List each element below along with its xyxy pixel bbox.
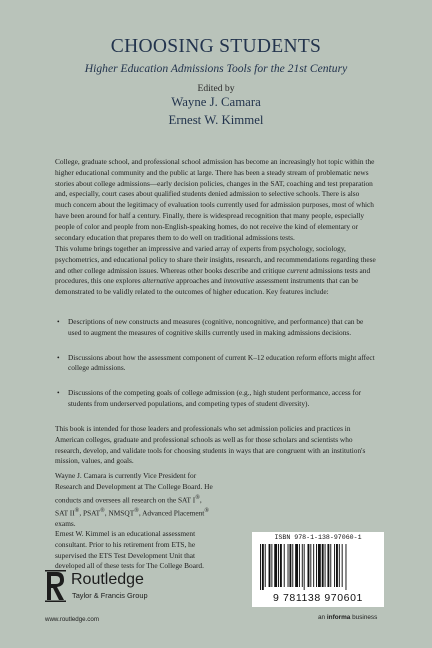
barcode-bar	[295, 544, 298, 587]
registered-mark: ®	[74, 507, 80, 514]
text-run: an	[318, 614, 327, 621]
blurb-paragraph-text	[55, 244, 377, 298]
barcode-bars	[258, 544, 378, 590]
book-title: CHOOSING STUDENTS	[110, 36, 322, 57]
emphasis-alternative: alternative	[142, 276, 175, 286]
barcode-bar	[304, 544, 305, 590]
registered-mark: ®	[204, 507, 209, 514]
isbn-barcode	[252, 532, 384, 607]
blurb-paragraph	[55, 157, 377, 243]
barcode-bar	[318, 544, 321, 587]
publisher-logo	[45, 570, 205, 610]
barcode-bar	[289, 544, 291, 587]
barcode-bar	[308, 544, 310, 587]
informa-brand: informa	[326, 614, 351, 621]
barcode-bar	[299, 544, 300, 587]
barcode-bar	[271, 544, 272, 587]
edited-by-label: Edited by	[197, 83, 235, 94]
barcode-bar	[265, 544, 266, 587]
barcode-bar	[278, 544, 279, 587]
blurb-paragraph	[55, 244, 377, 298]
informa-tagline	[318, 614, 377, 621]
text-run: SAT II	[55, 508, 75, 518]
barcode-bar	[284, 544, 285, 587]
list-item-text: Descriptions of new constructs and measures (cognitive, noncognitive, and performance) that can be used to augment the measures of cognitive skills currently used in making admissions decisions.	[68, 317, 364, 337]
barcode-bar	[292, 544, 293, 587]
blurb-paragraph-text: College, graduate school, and professional school admission has become an increasingly hot topic within the higher educational community and the public at large. There has been a steady stream of problematic news stories about college admissions—early decision policies, changes in the SAT, coaching and test preparation and, especially, court cases about qualified students denied admission to selective schools. There is also much concern about the legitimacy of evaluation tools currently used for admission purposes, most of which have been around for half a century. Finally, there is widespread recognition that many people, especially people of color and people from non-English-speaking homes, do not receive the kind of elementary or secondary education that prepares them to do well on traditional admissions tests.	[55, 157, 375, 242]
barcode-bar	[310, 544, 311, 587]
text-run: assessment instruments that can be demonstrated to be validly related to the outcomes of higher education. Key features include:	[55, 276, 359, 297]
barcode-bar	[302, 544, 303, 587]
text-run: approaches and	[174, 276, 224, 286]
bullet-glyph: •	[57, 317, 60, 326]
barcode-bar	[274, 544, 277, 587]
barcode-bar	[342, 544, 343, 587]
registered-mark: ®	[134, 507, 139, 514]
bullet-glyph: •	[57, 388, 60, 398]
bullet-glyph: •	[57, 352, 60, 362]
text-run: SAT I	[177, 495, 196, 505]
blurb-paragraph	[55, 424, 377, 467]
list-item-text: Discussions of the competing goals of college admission (e.g., high student performance, access for students from underserved populations, and competing types of student diversity).	[68, 388, 362, 408]
blurb-paragraph-text: This book is intended for those leaders and professionals who set admission policies and practices in American colleges, graduate and professional schools as well as for those scholars and scientists who research, develop, and validate tools for choosing students in ways that are congruent with an institution's mission, values, and goals.	[55, 424, 366, 466]
text-run: ,	[104, 508, 109, 518]
text-run: exams.	[55, 519, 76, 529]
barcode-bar	[280, 544, 282, 587]
barcode-digits: 9 781138 970601	[273, 592, 363, 604]
publisher-name: Routledge	[71, 571, 144, 588]
isbn-label: ISBN 978-1-138-97060-1	[274, 534, 362, 541]
editor-bio-camara	[55, 471, 215, 530]
barcode-bar	[346, 544, 347, 590]
barcode-bar	[262, 544, 264, 590]
barcode-bar	[316, 544, 317, 587]
emphasis-innovative: innovative	[223, 276, 255, 286]
editor-bio-kimmel: Ernest W. Kimmel is an educational assessment consultant. Prior to his retirement from ETS, he supervised the ETS Test Development Unit that developed all of these tests for The College Board.	[55, 529, 204, 571]
text-run: NMSQT	[108, 508, 135, 518]
registered-mark: ®	[195, 494, 200, 501]
list-item-text: Discussions about how the assessment component of current K–12 education reform efforts might affect college admissions.	[68, 352, 375, 373]
text-run: ,	[199, 495, 202, 505]
list-item	[55, 317, 377, 339]
text-run: PSAT	[82, 508, 101, 518]
text-run: Wayne J. Camara is currently Vice President for Research and Development at The College Board. He conducts and oversees all research on the	[55, 471, 213, 505]
publisher-group: Taylor & Francis Group	[72, 591, 148, 600]
key-features-list	[55, 317, 377, 424]
barcode-bar	[325, 544, 326, 587]
publisher-url[interactable]: www.routledge.com	[45, 616, 99, 623]
barcode-bar	[269, 544, 271, 587]
barcode-bar	[288, 544, 289, 587]
editor-name: Ernest W. Kimmel	[168, 113, 264, 127]
text-run: Advanced Placement	[142, 508, 205, 518]
barcode-bar	[322, 544, 324, 587]
barcode-bar	[334, 544, 335, 587]
book-subtitle: Higher Education Admissions Tools for the 21st Century	[84, 62, 348, 75]
editor-name: Wayne J. Camara	[171, 95, 261, 109]
text-run: ,	[138, 508, 143, 518]
barcode-bar	[330, 544, 331, 587]
text-run: ,	[79, 508, 83, 518]
barcode-bar	[339, 544, 340, 587]
text-run: This volume brings together an impressive and varied array of experts from psychology, sociology, psychometrics, and educational policy to share their insights, research, and recommendations regarding these and other college admission issues. Whereas other books describe and critique	[55, 244, 376, 275]
text-run: business	[350, 614, 378, 621]
registered-mark: ®	[100, 507, 105, 514]
list-item	[55, 388, 377, 410]
barcode-bar	[260, 544, 261, 590]
barcode-bar	[327, 544, 329, 587]
list-item	[55, 353, 377, 375]
text-run: admissions tests and procedures, this one explores	[55, 265, 371, 286]
routledge-logo-icon	[45, 570, 67, 602]
barcode-bar	[336, 544, 338, 587]
emphasis-current: current	[286, 265, 309, 275]
barcode-bar	[313, 544, 314, 587]
